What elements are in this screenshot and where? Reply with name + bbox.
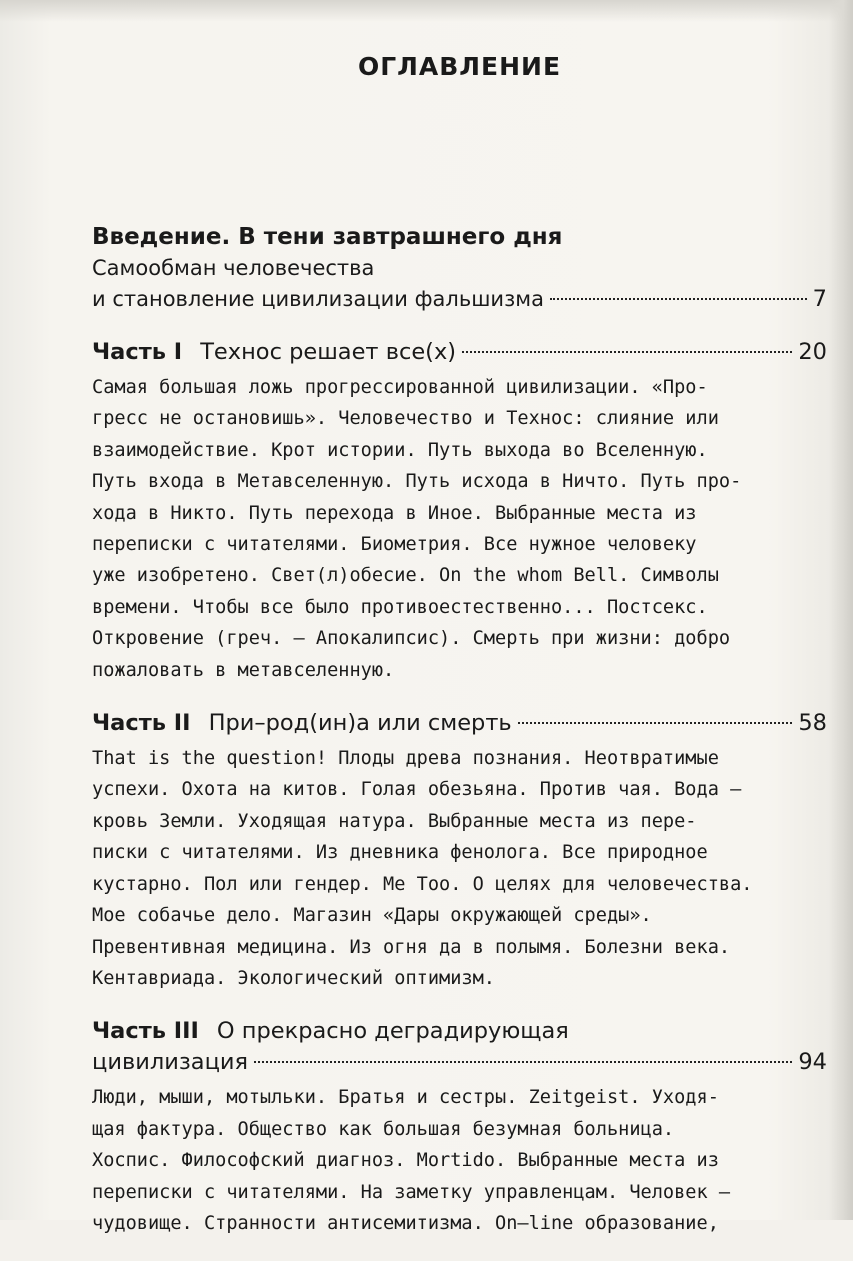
page-title: ОГЛАВЛЕНИЕ — [357, 52, 562, 81]
desc-line: Хоспис. Философский диагноз. Mortido. Выбранные места из — [92, 1150, 719, 1172]
desc-line: щая фактура. Общество как большая безумная больница. — [92, 1118, 675, 1140]
part-page-number: 94 — [798, 1049, 827, 1076]
desc-line: переписки с читателями. На заметку управленцам. Человек — — [92, 1181, 731, 1203]
part-description — [92, 1082, 827, 1239]
dot-leader — [550, 298, 807, 300]
intro-page-number: 7 — [812, 286, 827, 312]
desc-line: Люди, мыши, мотыльки. Братья и сестры. Zeitgeist. Уходя- — [92, 1087, 719, 1109]
page-top-shadow — [0, 0, 853, 22]
part-page-number: 58 — [798, 710, 827, 737]
part-title-line1: О прекрасно деградирующая — [216, 1018, 569, 1045]
part-description — [92, 743, 827, 994]
table-of-contents — [92, 52, 827, 1261]
desc-line: кровь Земли. Уходящая натура. Выбранные места из пере- — [92, 810, 697, 832]
desc-line: Кентавриада. Экологический оптимизм. — [92, 967, 495, 989]
dot-leader — [462, 351, 792, 353]
toc-entry-part-1[interactable] — [92, 337, 827, 686]
toc-entry-part-3[interactable] — [92, 1016, 827, 1239]
desc-line: времени. Чтобы все было противоестественно... Постсекс. — [92, 596, 708, 618]
desc-line: чудовище. Странности антисемитизма. On–line образование, — [92, 1212, 719, 1234]
desc-line: Самая большая ложь прогрессированной цивилизации. «Про- — [92, 377, 708, 398]
desc-line: Превентивная медицина. Из огня да в полымя. Болезни века. — [92, 936, 731, 958]
dot-leader — [254, 1061, 792, 1063]
desc-line: писки с читателями. Из дневника фенолога. Все природное — [92, 842, 708, 864]
desc-line: успехи. Охота на китов. Голая обезьяна. Против чая. Вода — — [92, 779, 742, 801]
intro-subtitle-line2: и становление цивилизации фальшизма — [92, 287, 544, 311]
desc-line: гресс не остановишь». Человечество и Технос: слияние или — [92, 408, 719, 430]
part-title: При–род(ин)а или смерть — [208, 710, 512, 737]
desc-line: взаимодействие. Крот истории. Путь выхода во Вселенную. — [92, 439, 708, 461]
desc-line: пожаловать в метавселенную. — [92, 659, 395, 681]
desc-line: Путь входа в Метавселенную. Путь исхода в Ничто. Путь про- — [92, 471, 742, 493]
part-title: Технос решает все(х) — [200, 339, 457, 365]
desc-line: уже изобретено. Свет(л)обесие. On the whom Bell. Символы — [92, 565, 719, 587]
desc-line: хода в Никто. Путь перехода в Иное. Выбранные места из — [92, 502, 697, 524]
desc-line: Мое собачье дело. Магазин «Дары окружающей среды». — [92, 905, 652, 927]
dot-leader — [518, 722, 793, 724]
intro-title: Введение. В тени завтрашнего дня — [92, 224, 563, 250]
page-right-shadow — [829, 0, 853, 1220]
desc-line: переписки с читателями. Биометрия. Все нужное человеку — [92, 534, 697, 556]
part-label: Часть II — [92, 710, 191, 737]
part-label: Часть III — [92, 1018, 199, 1045]
desc-line: Откровение (греч. — Апокалипсис). Смерть при жизни: добро — [92, 628, 731, 650]
part-title-line2: цивилизация — [92, 1049, 249, 1076]
part-label: Часть I — [92, 339, 183, 365]
part-description — [92, 372, 827, 686]
desc-line: That is the question! Плоды древа познания. Неотвратимые — [92, 748, 719, 770]
part-page-number: 20 — [798, 339, 827, 365]
toc-entry-part-2[interactable] — [92, 708, 827, 994]
desc-line: кустарно. Пол или гендер. Me Too. О целях для человечества. — [92, 873, 753, 895]
intro-subtitle-line1: Самообман человечества — [92, 256, 375, 280]
toc-entry-intro[interactable] — [92, 221, 827, 315]
